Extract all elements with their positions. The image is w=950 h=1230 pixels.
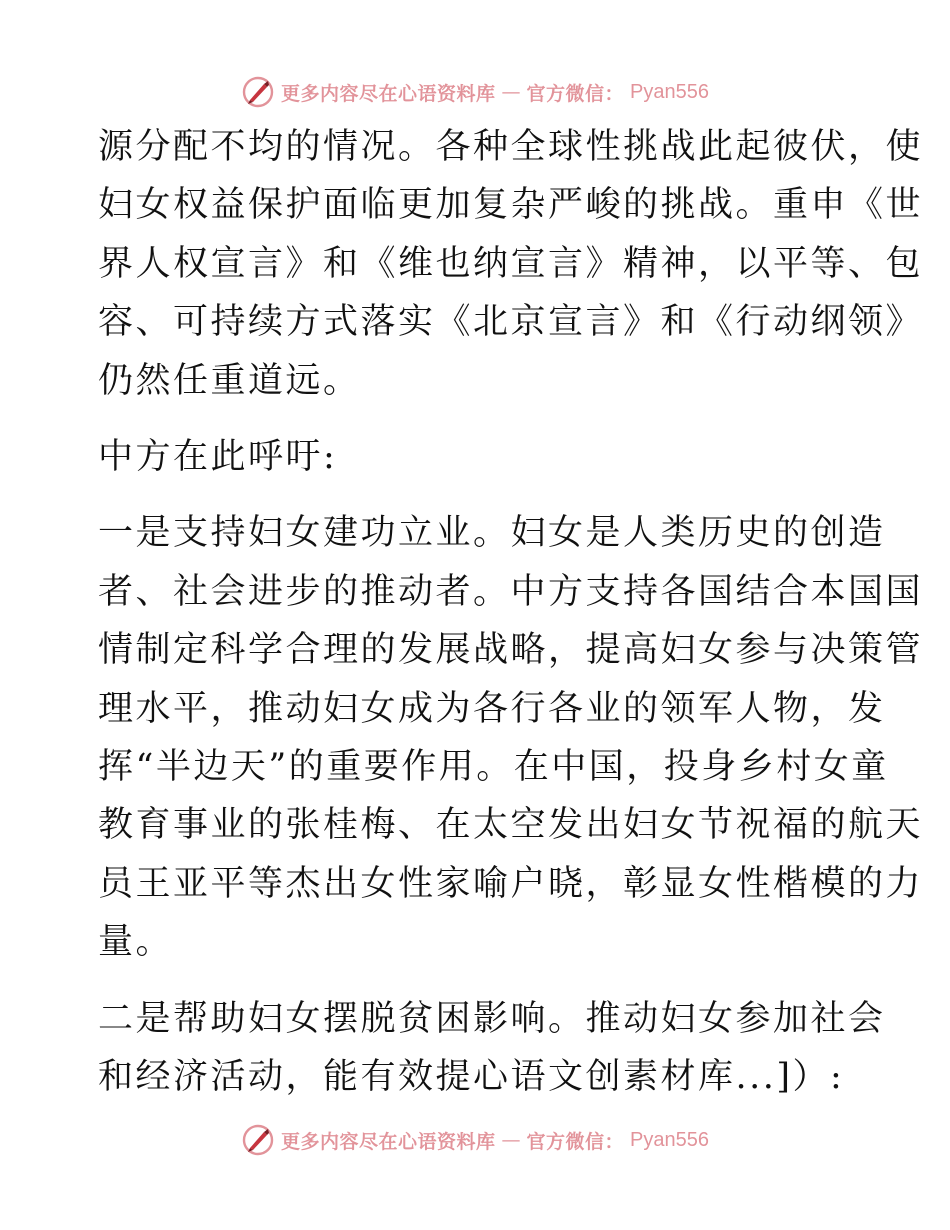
paragraph-2 — [98, 428, 858, 486]
text-line: 容、可持续方式落实《北京宣言》和《行动纲领》 — [98, 302, 924, 343]
watermark-title: 更多内容尽在心语资料库 — [281, 82, 496, 105]
watermark-separator: — — [501, 81, 521, 103]
text-line: 挥“半边天”的重要作用。在中国，投身乡村女童 — [98, 747, 889, 788]
quill-pen-logo-icon — [241, 75, 275, 109]
text-line: 仍然任重道远。 — [98, 360, 361, 401]
text-line: 教育事业的张桂梅、在太空发出妇女节祝福的航天 — [98, 805, 924, 846]
text-line: 界人权宣言》和《维也纳宣言》精神，以平等、包 — [98, 243, 924, 284]
watermark-separator: — — [501, 1129, 521, 1151]
paragraph-3 — [98, 504, 924, 971]
paragraph-4 — [98, 990, 886, 1107]
watermark-header — [0, 72, 950, 112]
text-line: 二是帮助妇女摆脱贫困影响。推动妇女参加社会 — [98, 998, 886, 1039]
text-line: 理水平，推动妇女成为各行各业的领军人物，发 — [98, 688, 886, 729]
text-line: 情制定科学合理的发展战略，提高妇女参与决策管 — [98, 630, 924, 671]
text-line: 中方在此呼吁: — [98, 437, 338, 478]
watermark-account: Pyan556 — [630, 1128, 709, 1151]
watermark-title: 更多内容尽在心语资料库 — [281, 1130, 496, 1153]
watermark-footer — [0, 1120, 950, 1160]
text-line: 源分配不均的情况。各种全球性挑战此起彼伏，使 — [98, 127, 924, 167]
text-line: 员王亚平等杰出女性家喻户晓，彰显女性楷模的力 — [98, 863, 924, 904]
text-line: 一是支持妇女建功立业。妇女是人类历史的创造 — [98, 513, 886, 554]
text-line: 妇女权益保护面临更加复杂严峻的挑战。重申《世 — [98, 185, 924, 226]
paragraph-1 — [98, 118, 924, 410]
document-body — [98, 118, 924, 1107]
text-line: 者、社会进步的推动者。中方支持各国结合本国国 — [98, 571, 924, 612]
watermark-label: 官方微信： — [526, 1130, 625, 1153]
quill-pen-logo-icon — [241, 1123, 275, 1157]
watermark-account: Pyan556 — [630, 80, 709, 103]
watermark-label: 官方微信： — [526, 82, 625, 105]
text-line: 量。 — [98, 922, 174, 963]
text-line: 和经济活动，能有效提心语文创素材库...]）: — [98, 1057, 845, 1098]
